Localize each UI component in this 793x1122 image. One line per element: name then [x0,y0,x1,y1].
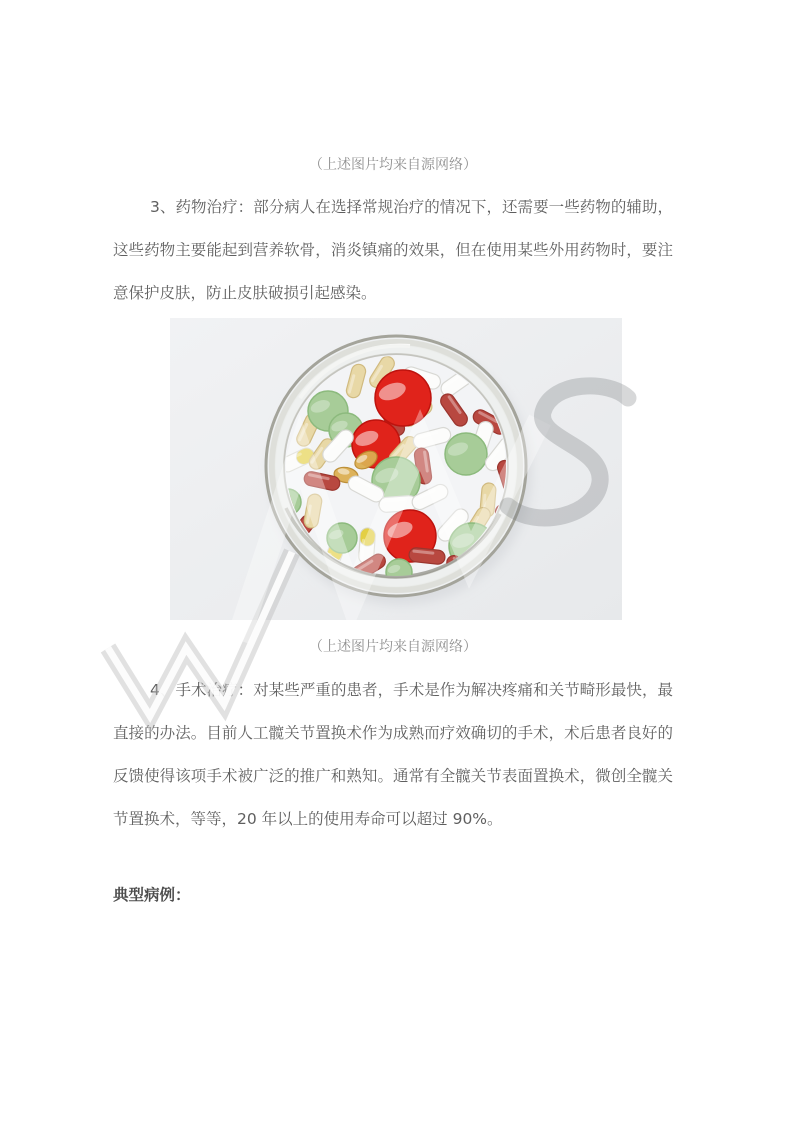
pill [375,370,431,426]
typical-cases-heading: 典型病例： [113,886,191,904]
image-source-caption-bottom: （上述图片均来自源网络） [309,639,477,655]
pill [445,433,487,475]
pills-photo [170,318,622,620]
paragraph-surgery-treatment: 4、手术治疗：对某些严重的患者，手术是作为解决疼痛和关节畸形最快，最直接的办法。目前人工髋关节置换术作为成熟而疗效确切的手术，术后患者良好的反馈使得该项手术被广泛的推广和熟知。通常有全髋关节表面置换术，微创全髋关节置换术，等等，20 年以上的使用寿命可以超过 90%。 [113,681,673,828]
pills-photo-canvas [170,318,622,620]
paragraph-drug-treatment: 3、药物治疗：部分病人在选择常规治疗的情况下，还需要一些药物的辅助，这些药物主要能起到营养软骨，消炎镇痛的效果，但在使用某些外用药物时，要注意保护皮肤，防止皮肤破损引起感染。 [113,198,673,302]
image-source-caption-top: （上述图片均来自源网络） [309,157,477,173]
pill [327,523,357,553]
